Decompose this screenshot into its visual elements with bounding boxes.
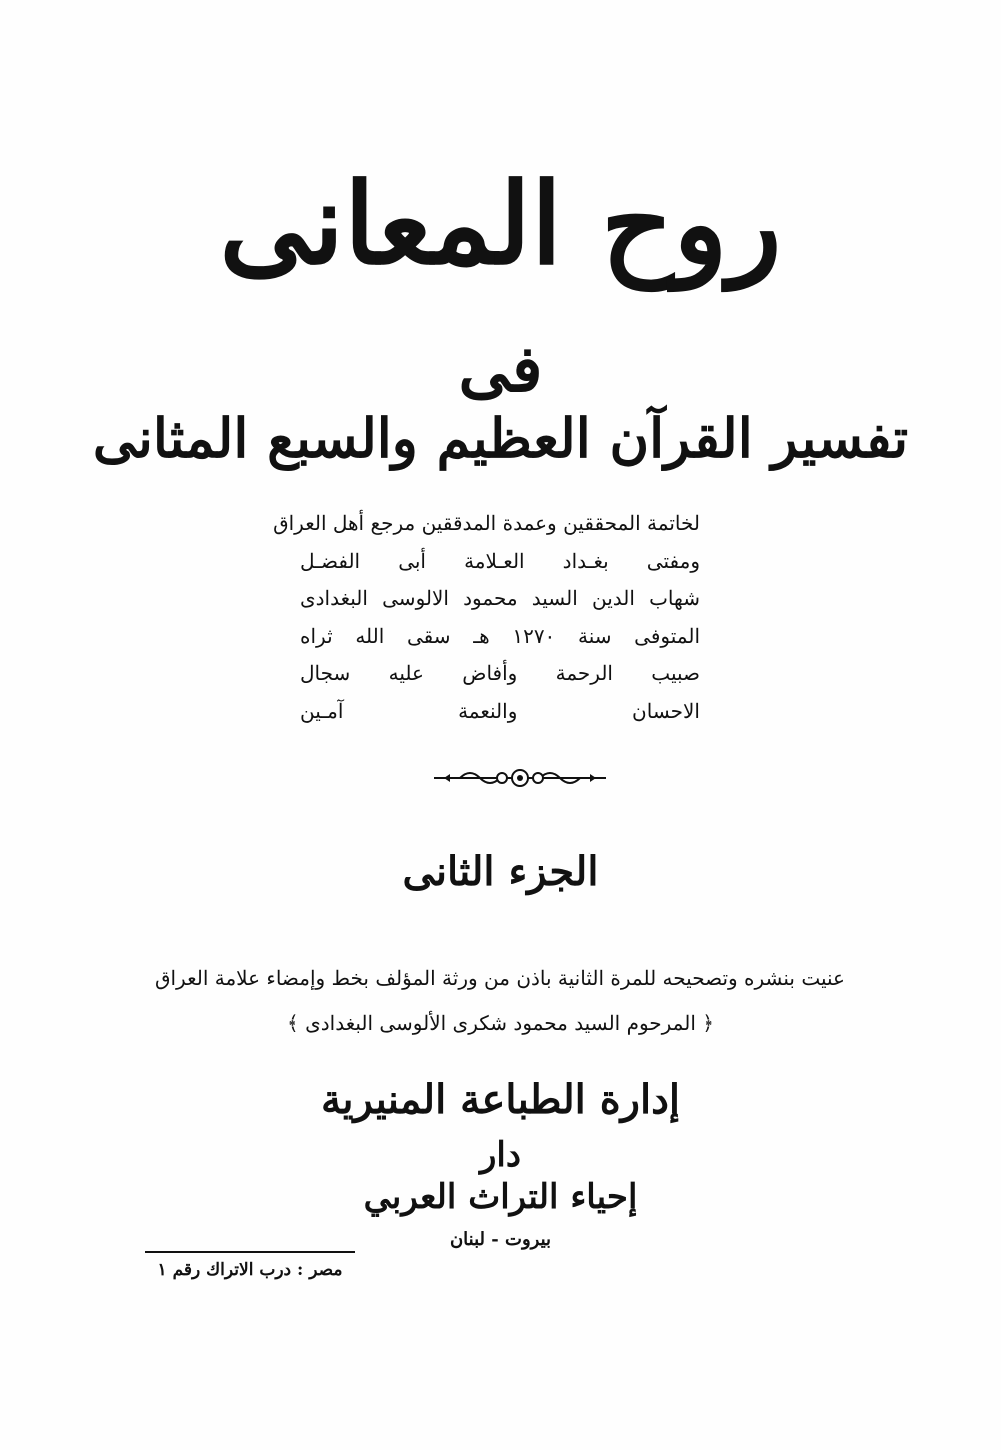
address-divider [145,1251,355,1253]
title-connector: فى [458,332,543,407]
editorial-note: عنيت بنشره وتصحيحه للمرة الثانية باذن من ورثة المؤلف بخط وإمضاء علامة العراق [154,966,845,990]
author-line: الاحسان والنعمة آمـين [300,698,700,723]
subtitle: تفسير القرآن العظيم والسبع المثانى [92,406,909,470]
volume-label: الجزء الثانى [402,848,599,895]
publisher-connector: دار [479,1135,521,1175]
main-title: روح المعانى [219,159,782,290]
publisher-name-2: إحياء التراث العربي [363,1177,638,1217]
author-line: صبيب الرحمة وأفاض عليه سجال [300,661,700,685]
publisher-city: بيروت - لبنان [449,1229,552,1250]
ornament-divider-icon [430,763,610,793]
publisher-address: مصر : درب الاتراك رقم ١ [157,1260,343,1280]
author-line: لخاتمة المحققين وعمدة المدققين مرجع أهل العراق [273,511,700,535]
author-line: المتوفى سنة ١٢٧٠ هـ سقى الله ثراه [300,623,700,648]
publisher-name: إدارة الطباعة المنيرية [320,1076,681,1123]
author-line: ومفتى بغـداد العـلامة أبى الفضـل [300,548,700,573]
author-line: شهاب الدين السيد محمود الالوسى البغدادى [300,586,700,610]
author-block [273,505,700,730]
editorial-note-credit: ﴿ المرحوم السيد محمود شكرى الألوسى البغدادى ﴾ [287,1011,714,1035]
